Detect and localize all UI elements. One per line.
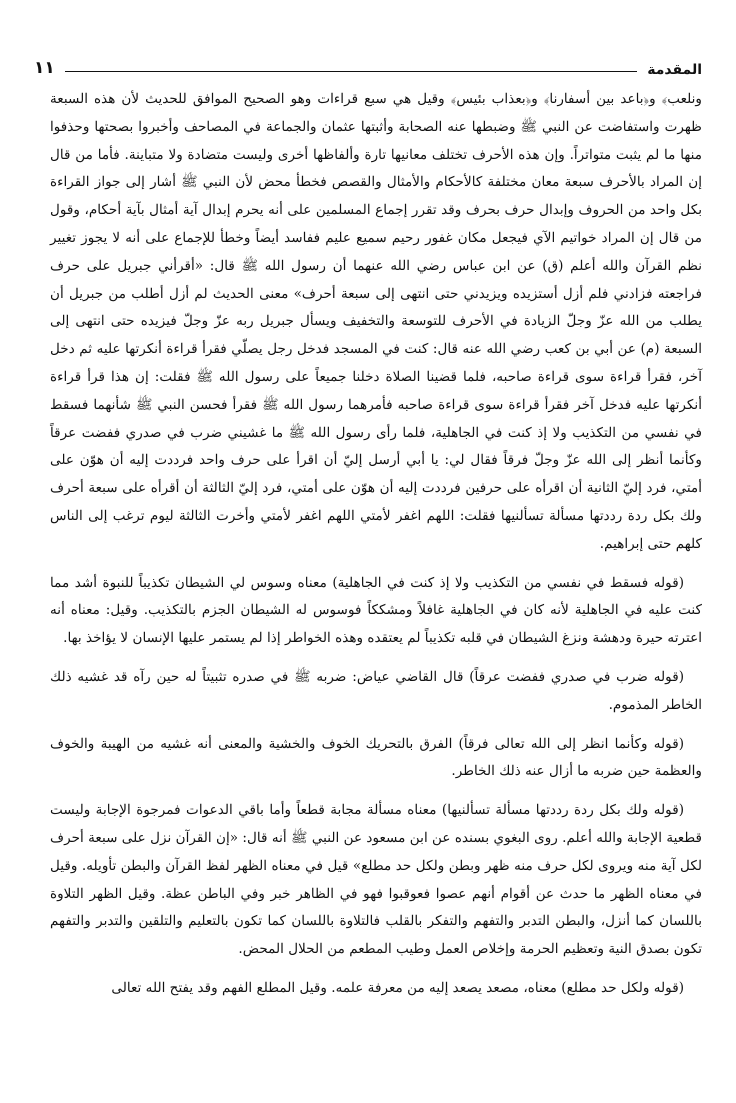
paragraph-gap	[50, 786, 702, 797]
paragraph-commentary-4: (قوله ولك بكل ردة رددتها مسألة تسألنيها) معناه مسألة مجابة قطعاً وأما باقي الدعوات فمرجوة الإجابة وليست قطعية الإجابة والله أعلم. روى البغوي بسنده عن ابن مسعود عن النبي ﷺ أنه قال: «إن القرآن نزل على سبعة أحرف لكل آية منه ويروى لكل حرف منه ظهر وبطن ولكل حد مطلع» قيل في معناه الظهر لفظ القرآن والبطن تأويله. وقيل في معناه الظهر ما حدث عن أقوام أنهم عصوا فعوقبوا فهو في الظاهر خبر وفي الباطن عظة. وقيل الظهر التلاوة باللسان كما أنزل، والبطن التدبر والتفهم والتفكر بالقلب فالتلاوة باللسان كما تكون بالتعليم والتلقين والتدبر والتفهم تكون بصدق النية وتعظيم الحرمة وإخلاص العمل وطيب المطعم من الحلال المحض.	[50, 802, 702, 958]
paragraph-gap	[50, 720, 702, 731]
paragraph-commentary-3: (قوله وكأنما انظر إلى الله تعالى فرقاً) الفرق بالتحريك الخوف والخشية والمعنى أنه غشيه من الهيبة والخوف والعظمة حين ضربه ما أزال عنه ذلك الخاطر.	[50, 735, 702, 780]
paragraph-commentary-5: (قوله ولكل حد مطلع) معناه، مصعد يصعد إليه من معرفة علمه. وقيل المطلع الفهم وقد يفتح الله تعالى	[111, 979, 684, 996]
paragraph-main: ونلعب﴾ و﴿باعد بين أسفارنا﴾ و﴿بعذاب بئيس﴾ وقيل هي سبع قراءات وهو الصحيح الموافق للحديث لأن هذه السبعة ظهرت واستفاضت عن النبي ﷺ وضبطها عنه الصحابة وأثبتها عثمان والجماعة في المصاحف وأخبروا بصحتها وحذفوا منها ما لم يثبت متواتراً. وإن هذه الأحرف تختلف معانيها تارة وألفاظها أخرى وليست متضادة ولا متباينة. فأما من قال إن المراد بالأحرف سبعة معان مختلفة كالأحكام والأمثال والقصص فخطأ محض لأن النبي ﷺ أشار إلى جواز القراءة بكل واحد من الحروف وإبدال حرف بحرف وقد تقرر إجماع المسلمين على أنه يحرم إبدال آية أمثال بآية أحكام، وقول من قال إن المراد خواتيم الآي فيجعل مكان غفور رحيم سميع عليم ففاسد أيضاً وخطأ للإجماع على أنه لا يجوز تغيير نظم القرآن والله أعلم (ق) عن ابن عباس رضي الله عنهما أن رسول الله ﷺ قال: «أقرأني جبريل على حرف فراجعته فزادني فلم أزل أستزيده ويزيدني حتى انتهى إلى سبعة أحرف» معنى الحديث لم أزل أطلب من جبريل أن يطلب من الله عزّ وجلّ الزيادة في الأحرف للتوسعة والتخفيف ويسأل جبريل ربه عزّ وجلّ فيزيده حتى انتهى إلى السبعة (م) عن أبي بن كعب رضي الله عنه قال: كنت في المسجد فدخل رجل يصلّي فقرأ قراءة أنكرتها عليه ثم دخل آخر، فقرأ قراءة سوى قراءة صاحبه، فلما قضينا الصلاة دخلنا جميعاً على رسول الله ﷺ فقلت: إن هذا قرأ قراءة أنكرتها عليه فدخل آخر فقرأ قراءة سوى قراءة صاحبه فأمرهما رسول الله ﷺ فقرأ فحسن النبي ﷺ شأنهما فسقط في نفسي من التكذيب ولا إذ كنت في الجاهلية، فلما رأى رسول الله ﷺ ما غشيني ضرب في صدري ففضت عرقاً وكأنما أنظر إلى الله عزّ وجلّ فرقاً فقال لي: يا أبي أرسل إليّ أن اقرأ على حرف واحد فرددت إليه أن هوّن على أمتي، فرد إليّ الثانية أن اقرأه على حرفين فرددت إليه أن هوّن على أمتي، فرد إليّ الثالثة أن أقرأه على سبعة أحرف ولك بكل ردة رددتها مسألة تسألنيها فقلت: اللهم اغفر لأمتي اللهم اغفر لأمتي وأخرت الثالثة ليوم ترغب إلى الناس كلهم حتى إبراهيم.	[50, 91, 702, 552]
paragraph-gap	[50, 653, 702, 664]
paragraph-gap	[50, 559, 702, 570]
page-header	[34, 50, 702, 78]
paragraph-commentary-1: (قوله فسقط في نفسي من التكذيب ولا إذ كنت في الجاهلية) معناه وسوس لي الشيطان تكذيباً للنبوة أشد مما كنت عليه في الجاهلية لأنه كان في الجاهلية غافلاً ومشككاً فوسوس له الشيطان الجزم بالتكذيب. وقيل: معناه أنه اعترته حيرة ودهشة ونزغ الشيطان في قلبه تكذيباً لم يعتقده وهذه الخواطر إذا لم يستمر عليها الإنسان لا يؤاخذ بها.	[50, 574, 702, 647]
paragraph-gap	[50, 964, 702, 975]
header-rule	[65, 71, 637, 72]
running-header-title: المقدمة	[647, 62, 702, 78]
body-text	[50, 86, 702, 1003]
paragraph-commentary-2: (قوله ضرب في صدري ففضت عرقاً) قال القاضي عياض: ضربه ﷺ في صدره تثبيتاً له حين رآه قد غشيه ذلك الخاطر المذموم.	[50, 668, 702, 713]
page-number: ١١	[34, 58, 55, 78]
